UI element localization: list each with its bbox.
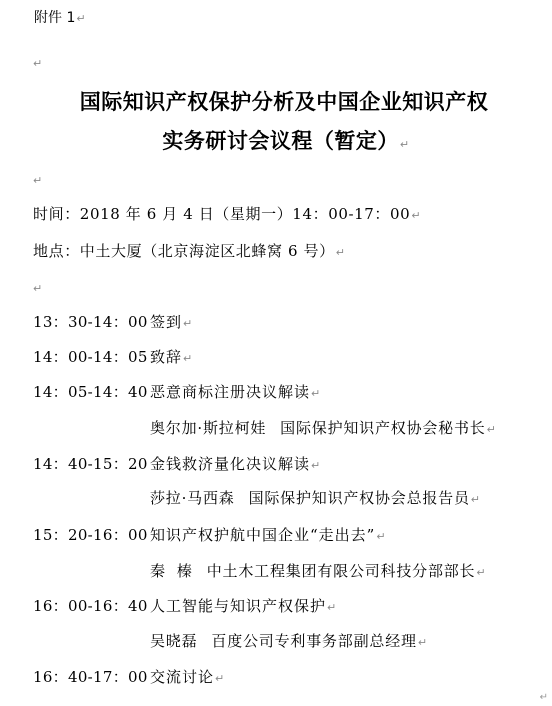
agenda-item-text: 恶意商标注册决议解读 [150, 383, 311, 401]
meeting-place [33, 242, 346, 262]
corner-paragraph-mark-icon: ↵ [539, 692, 548, 703]
paragraph-mark-icon: ↵ [376, 530, 387, 543]
paragraph-mark-icon: ↵ [76, 12, 86, 25]
speaker-name: 奥尔加·斯拉柯娃 [150, 419, 267, 437]
agenda-speaker [150, 419, 497, 439]
agenda-item-text: 致辞 [150, 348, 183, 366]
agenda-item [150, 348, 193, 368]
agenda-item [150, 455, 321, 475]
paragraph-mark-icon: ↵ [399, 138, 410, 151]
agenda-time: 16：40-17：00 [33, 668, 148, 686]
paragraph-mark-icon: ↵ [470, 493, 481, 506]
document-title-line-2 [10, 128, 552, 158]
speaker-name: 莎拉·马西森 [150, 489, 235, 507]
paragraph-mark-icon: ↵ [417, 636, 428, 649]
title-line-2-text: 实务研讨会议程（暂定） [162, 129, 399, 153]
speaker-role-text: 国际保护知识产权协会总报告员 [248, 489, 470, 507]
agenda-time: 14：40-15：20 [33, 455, 148, 473]
agenda-item-text: 金钱救济量化决议解读 [150, 455, 311, 473]
paragraph-mark-icon: ↵ [215, 672, 226, 685]
agenda-time: 15：20-16：00 [33, 526, 148, 544]
speaker-role [211, 632, 427, 652]
speaker-role-text: 国际保护知识产权协会秘书长 [280, 419, 486, 437]
agenda-item [150, 597, 337, 617]
agenda-time: 16：00-16：40 [33, 597, 148, 615]
speaker-role-text: 中土木工程集团有限公司科技分部部长 [206, 562, 476, 580]
agenda-item-text: 交流讨论 [150, 668, 215, 686]
empty-paragraph-mark-icon: ↵ [33, 174, 43, 187]
agenda-item [150, 526, 387, 546]
paragraph-mark-icon: ↵ [311, 459, 322, 472]
meeting-time-text: 时间：2018 年 6 月 4 日（星期一）14：00-17：00 [33, 205, 411, 223]
paragraph-mark-icon: ↵ [411, 209, 422, 222]
agenda-item [150, 668, 225, 688]
agenda-speaker [150, 489, 481, 509]
agenda-item-text: 人工智能与知识产权保护 [150, 597, 327, 615]
paragraph-mark-icon: ↵ [476, 566, 487, 579]
paragraph-mark-icon: ↵ [183, 352, 194, 365]
empty-paragraph-mark-icon: ↵ [33, 282, 43, 295]
paragraph-mark-icon: ↵ [335, 246, 346, 259]
agenda-time: 14：05-14：40 [33, 383, 148, 401]
speaker-role [207, 562, 487, 582]
document-title-line-1 [8, 89, 552, 115]
agenda-item [150, 383, 321, 403]
agenda-speaker [150, 562, 486, 582]
title-line-1-text: 国际知识产权保护分析及中国企业知识产权 [79, 90, 489, 114]
agenda-item-text: 签到 [150, 313, 183, 331]
paragraph-mark-icon: ↵ [311, 387, 322, 400]
empty-paragraph-mark-icon: ↵ [33, 57, 43, 70]
meeting-time [33, 205, 421, 225]
agenda-speaker [150, 632, 428, 652]
meeting-place-text: 地点：中土大厦（北京海淀区北蜂窝 6 号） [33, 242, 335, 260]
speaker-name: 秦 榛 [150, 562, 193, 580]
speaker-role [249, 489, 481, 509]
attachment-text: 附件 1 [34, 10, 76, 26]
paragraph-mark-icon: ↵ [183, 317, 194, 330]
speaker-name: 吴晓磊 [150, 632, 198, 650]
agenda-time: 14：00-14：05 [33, 348, 148, 366]
agenda-item [150, 313, 193, 333]
speaker-role-text: 百度公司专利事务部副总经理 [211, 632, 417, 650]
attachment-label [34, 9, 86, 28]
speaker-role [280, 419, 496, 439]
paragraph-mark-icon: ↵ [327, 601, 338, 614]
paragraph-mark-icon: ↵ [486, 423, 497, 436]
agenda-item-text: 知识产权护航中国企业“走出去” [150, 526, 376, 544]
agenda-time: 13：30-14：00 [33, 313, 148, 331]
